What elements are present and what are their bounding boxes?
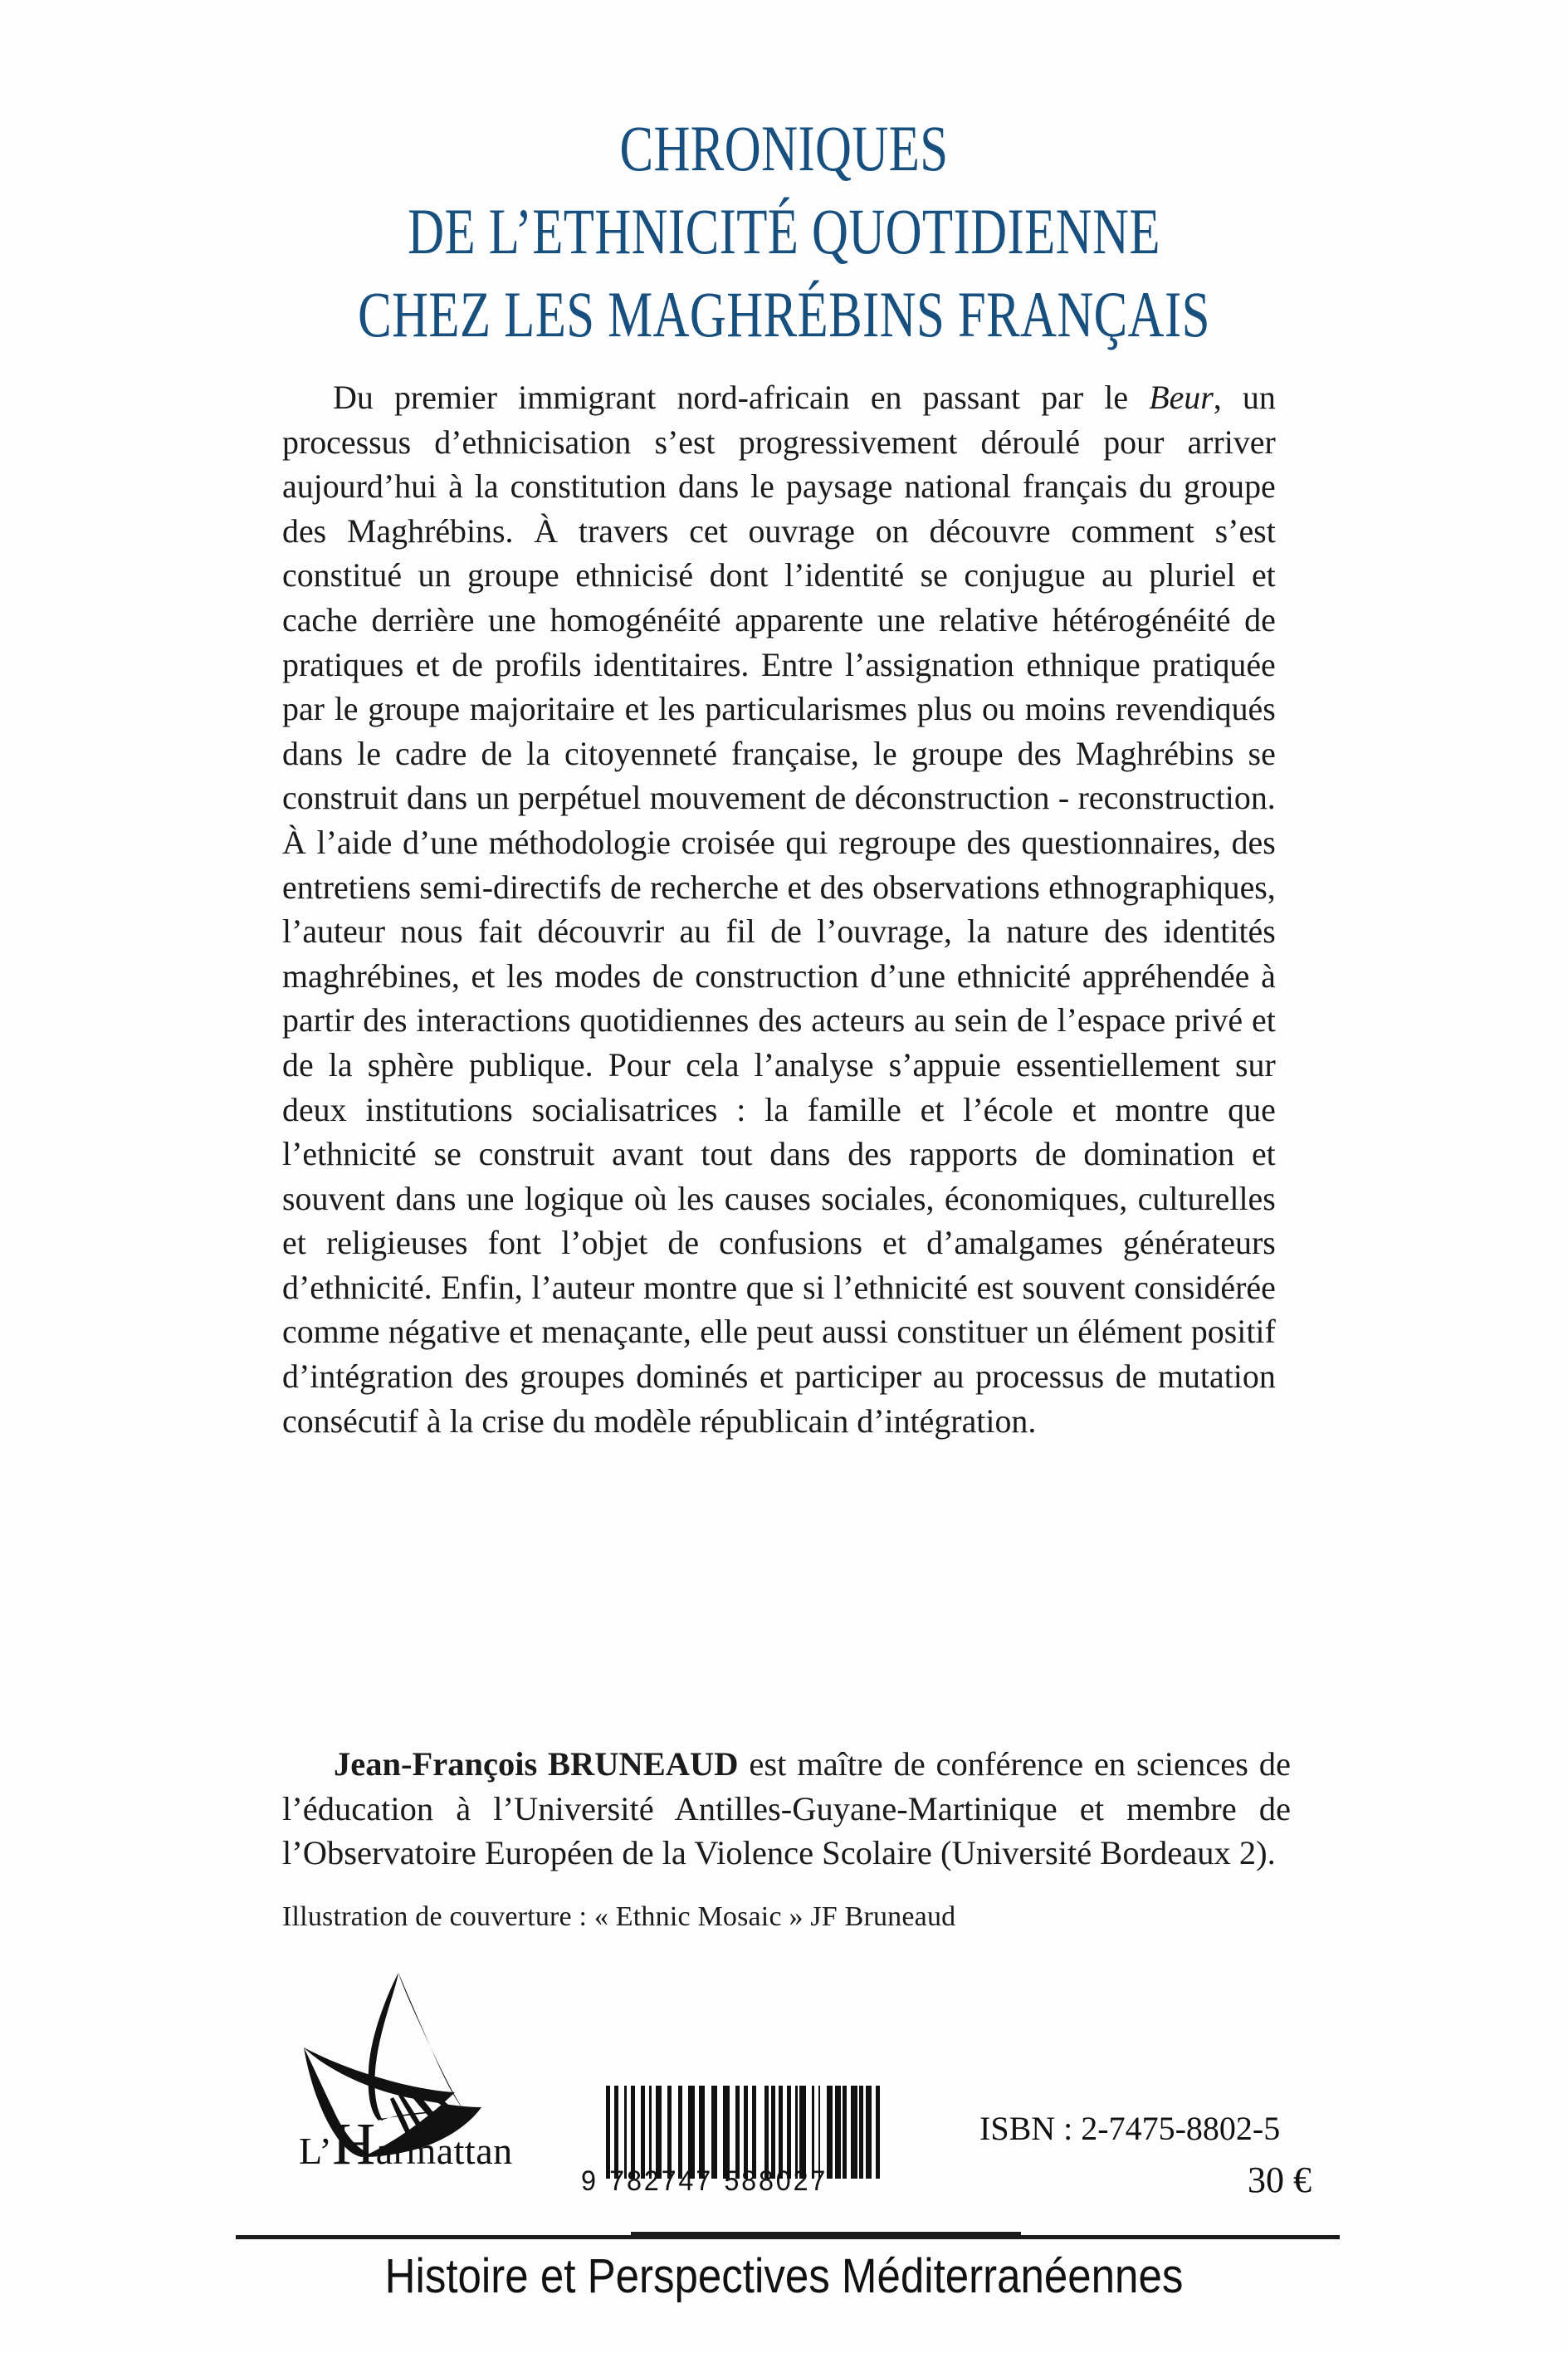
illustration-credit: Illustration de couverture : « Ethnic Mosaic » JF Bruneaud bbox=[282, 1901, 956, 1932]
title-line-2: DE L’ETHNICITÉ QUOTIDIENNE bbox=[408, 195, 1160, 267]
barcode-lead-digit: 9 bbox=[581, 2165, 598, 2197]
blurb-rest: , un processus d’ethnicisation s’est progressivement déroulé pour arriver aujourd’hui à la constitution dans le paysage national français du groupe des Maghrébins. À travers cet ouvrage on découvre comment s’est constitué un groupe ethnicisé dont l’identité se conjugue au pluriel et cache derrière une homogénéité apparente une relative hétérogénéité de pratiques et de profils identitaires. Entre l’assignation ethnique pratiquée par le groupe majoritaire et les particularismes plus ou moins revendiqués dans le cadre de la citoyenneté française, le groupe des Maghrébins se construit dans un perpétuel mouvement de déconstruction - reconstruction. À l’aide d’une méthodologie croisée qui regroupe des questionnaires, des entretiens semi-directifs de recherche et des observations ethnographiques, l’auteur nous fait découvrir au fil de l’ouvrage, la nature des identités maghrébines, et les modes de construction d’une ethnicité appréhendée à partir des interactions quotidiennes des acteurs au sein de l’espace privé et de la sphère publique. Pour cela l’analyse s’appuie essentiellement sur deux institutions socialisatrices : la famille et l’école et montre que l’ethnicité se construit avant tout dans des rapports de domination et souvent dans une logique où les causes sociales, économiques, culturelles et religieuses font l’objet de confusions et d’amalgames générateurs d’ethnicité. Enfin, l’auteur montre que si l’ethnicité est souvent considérée comme négative et menaçante, elle peut aussi constituer un élément positif d’intégration des groupes dominés et participer au processus de mutation consécutif à la crise du modèle républicain d’intégration. bbox=[282, 379, 1276, 1440]
author-name: Jean-François BRUNEAUD bbox=[334, 1745, 739, 1783]
barcode-group-2: 588027 bbox=[724, 2165, 828, 2197]
publisher-logo bbox=[292, 1966, 574, 2199]
isbn-label: ISBN : 2-7475-8802-5 bbox=[979, 2110, 1281, 2147]
series-name: Histoire et Perspectives Méditerranéennes bbox=[384, 2249, 1184, 2303]
blurb-italic-term: Beur bbox=[1149, 379, 1214, 416]
wordmark-rest: armattan bbox=[375, 2130, 513, 2172]
wordmark-capital: H bbox=[332, 2111, 376, 2177]
barcode-digits bbox=[581, 2165, 912, 2198]
publisher-wordmark bbox=[299, 2111, 513, 2177]
author-bio-text: est maître de conférence en sciences de l’éducation à l’Université Antilles-Guyane-Martinique et membre de l’Observatoire Européen de la Violence Scolaire (Université Bordeaux 2). bbox=[282, 1745, 1291, 1872]
book-title bbox=[0, 112, 1568, 350]
title-line-1: CHRONIQUES bbox=[619, 112, 949, 184]
footer-rule-accent bbox=[631, 2232, 1021, 2239]
title-line-3: CHEZ LES MAGHRÉBINS FRANÇAIS bbox=[358, 278, 1210, 350]
wordmark-prefix: L’ bbox=[299, 2130, 333, 2172]
author-bio bbox=[282, 1742, 1291, 1876]
blurb-lead: Du premier immigrant nord-africain en passant par le bbox=[333, 379, 1150, 416]
book-blurb bbox=[282, 375, 1276, 1443]
ean-barcode bbox=[581, 2086, 930, 2198]
price-label: 30 € bbox=[1248, 2160, 1312, 2200]
barcode-group-1: 782747 bbox=[609, 2165, 714, 2197]
back-cover-text-column bbox=[282, 375, 1291, 1932]
